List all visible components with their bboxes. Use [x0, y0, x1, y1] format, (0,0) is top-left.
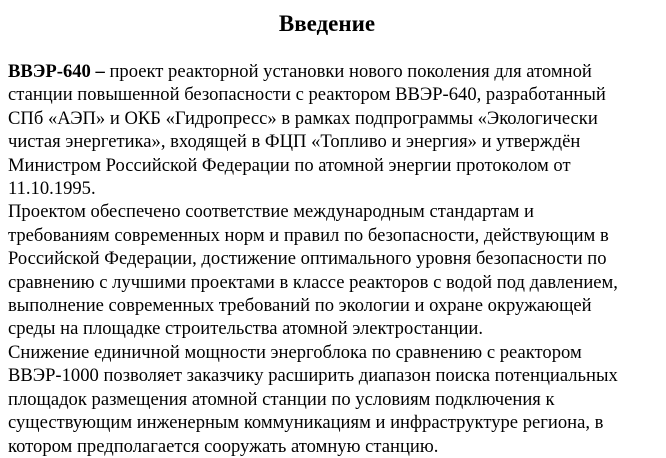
paragraph-line: чистая энергетика», входящей в ФЦП «Топливо и энергия» и утверждён: [8, 131, 581, 153]
paragraph-line: котором предполагается сооружать атомную станцию.: [8, 435, 439, 457]
paragraph-line: Снижение единичной мощности энергоблока по сравнению с реактором: [8, 341, 582, 363]
paragraph-line: площадок размещения атомной станции по условиям подключения к: [8, 388, 555, 410]
paragraph-line-text: проект реакторной установки нового поколения для атомной: [104, 61, 592, 82]
paragraph-line: требованиям современных норм и правил по безопасности, действующим в: [8, 224, 609, 246]
document-body: [8, 60, 646, 458]
page-title: Введение: [278, 11, 376, 36]
term-vver-640: ВВЭР-640 –: [8, 61, 105, 82]
paragraph-line: существующим инженерным коммуникациям и инфраструктуре региона, в: [8, 412, 604, 434]
paragraph-line: [8, 60, 646, 83]
paragraph-line: 11.10.1995.: [8, 178, 96, 200]
paragraph-line: станции повышенной безопасности с реактором ВВЭР-640, разработанный: [8, 84, 606, 106]
paragraph-line: среды на площадке строительства атомной электростанции.: [8, 318, 484, 340]
paragraph-line: сравнению с лучшими проектами в классе реакторов с водой под давлением,: [8, 271, 618, 293]
paragraph-line: СПб «АЭП» и ОКБ «Гидропресс» в рамках подпрограммы «Экологически: [8, 107, 598, 129]
paragraph-line: Министром Российской Федерации по атомной энергии протоколом от: [8, 154, 571, 176]
paragraph-line: ВВЭР-1000 позволяет заказчику расширить диапазон поиска потенциальных: [8, 365, 618, 387]
paragraph-line: Проектом обеспечено соответствие международным стандартам и: [8, 201, 535, 223]
paragraph-safety: [8, 200, 646, 340]
paragraph-line: выполнение современных требований по экологии и охране окружающей: [8, 295, 592, 317]
paragraph-line: Российской Федерации, достижение оптимального уровня безопасности по: [8, 248, 607, 270]
paragraph-intro: [8, 60, 646, 200]
paragraph-power: [8, 341, 646, 458]
